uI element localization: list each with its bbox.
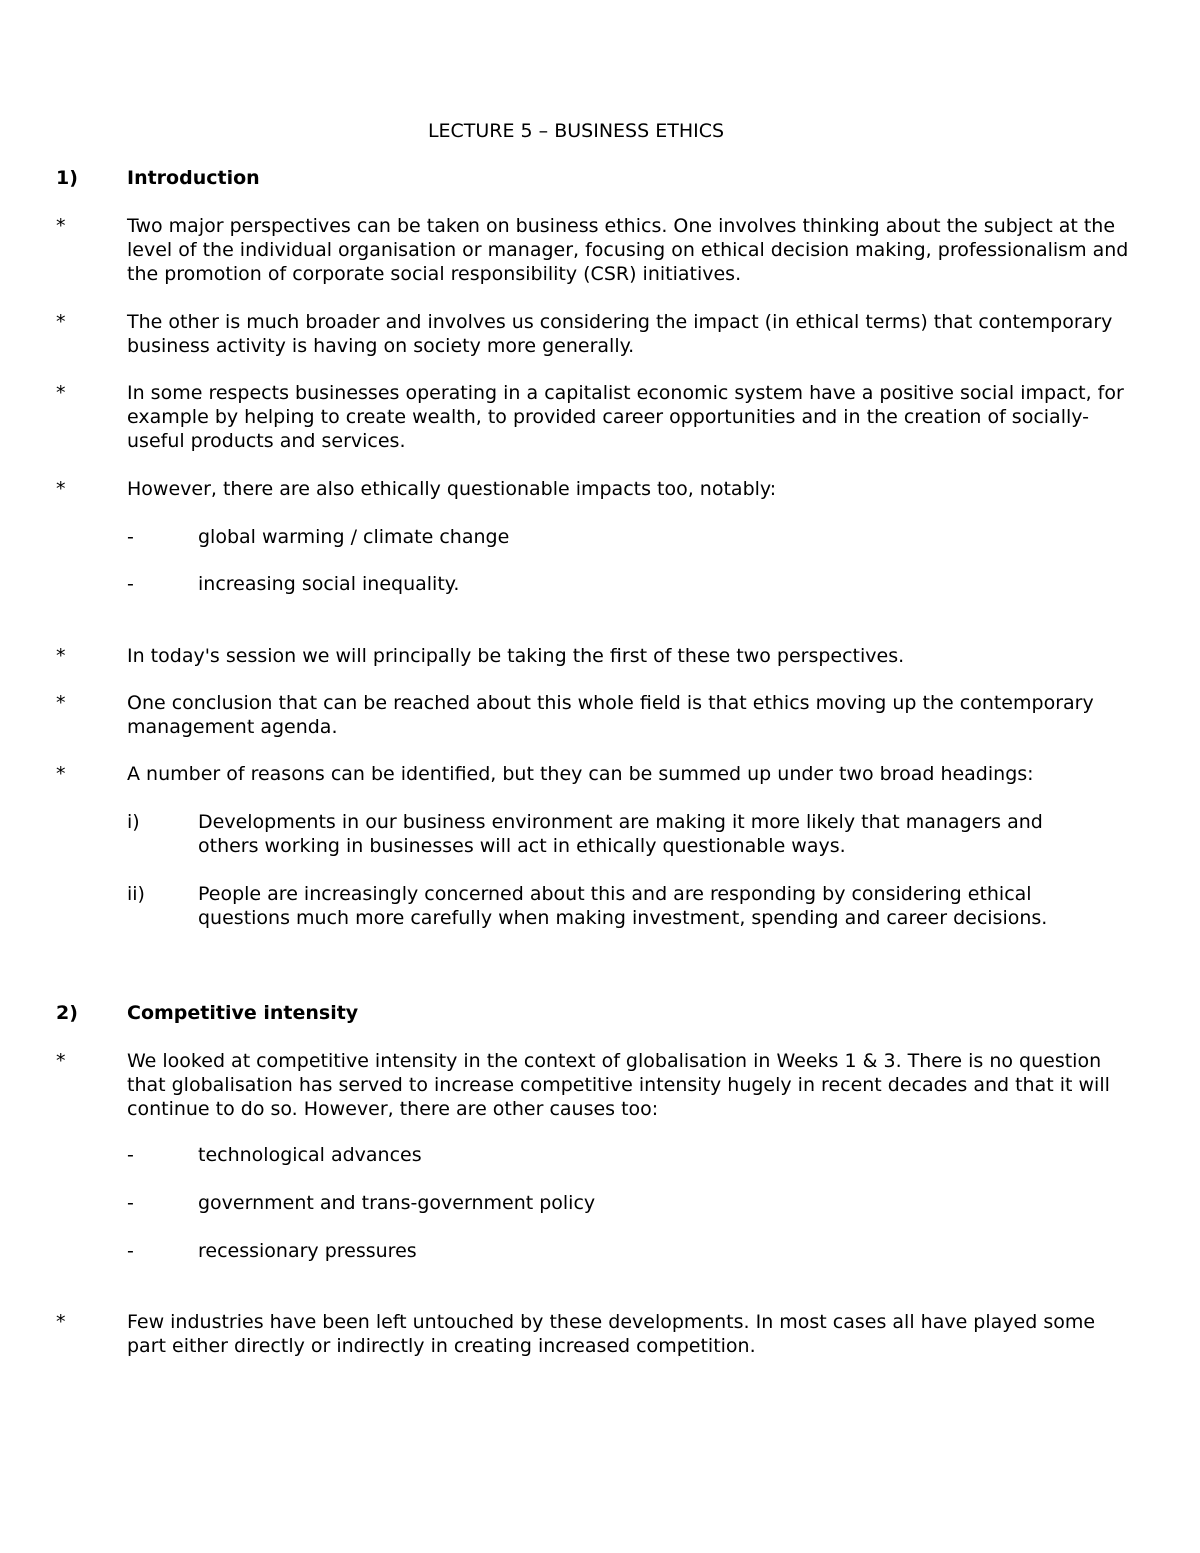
bullet-marker: * <box>56 645 66 667</box>
bullet-text: However, there are also ethically questionable impacts too, notably: <box>127 478 777 500</box>
dash-marker: - <box>127 573 134 595</box>
reason-text: People are increasingly concerned about this and are responding by considering ethical questions much more carefully when making investment, spending and career decisions. <box>198 883 1048 929</box>
reason-marker: ii) <box>127 883 145 905</box>
bullet-text: Few industries have been left untouched by these developments. In most cases all have played some part either directly or indirectly in creating increased competition. <box>127 1311 1096 1357</box>
dash-marker: - <box>127 1192 134 1214</box>
dash-text: technological advances <box>198 1144 422 1166</box>
section-number: 1) <box>56 167 78 189</box>
bullet-marker: * <box>56 382 66 404</box>
bullet-marker: * <box>56 1311 66 1333</box>
dash-marker: - <box>127 526 134 548</box>
dash-text: global warming / climate change <box>198 526 510 548</box>
dash-marker: - <box>127 1240 134 1262</box>
bullet-text: We looked at competitive intensity in the context of globalisation in Weeks 1 & 3. There is no question that globalisation has served to increase competitive intensity hugely in recent decades and that it will continue to do so. However, there are other causes too: <box>127 1050 1110 1120</box>
bullet-text: In today's session we will principally be taking the first of these two perspectives. <box>127 645 905 667</box>
dash-text: government and trans-government policy <box>198 1192 596 1214</box>
bullet-text: One conclusion that can be reached about this whole field is that ethics moving up the contemporary management agenda. <box>127 692 1094 738</box>
reason-text: Developments in our business environment are making it more likely that managers and others working in businesses will act in ethically questionable ways. <box>198 811 1043 857</box>
section-number: 2) <box>56 1002 78 1024</box>
dash-text: recessionary pressures <box>198 1240 417 1262</box>
bullet-text: A number of reasons can be identified, but they can be summed up under two broad headings: <box>127 763 1034 785</box>
bullet-marker: * <box>56 478 66 500</box>
bullet-marker: * <box>56 215 66 237</box>
page-title: LECTURE 5 – BUSINESS ETHICS <box>427 120 725 142</box>
section-title: Competitive intensity <box>127 1002 359 1024</box>
bullet-marker: * <box>56 1050 66 1072</box>
bullet-marker: * <box>56 763 66 785</box>
dash-marker: - <box>127 1144 134 1166</box>
bullet-marker: * <box>56 311 66 333</box>
reason-marker: i) <box>127 811 140 833</box>
bullet-text: Two major perspectives can be taken on business ethics. One involves thinking about the subject at the level of the individual organisation or manager, focusing on ethical decision making, professionalism and the promotion of corporate social responsibility (CSR) initiatives. <box>127 215 1129 285</box>
section-title: Introduction <box>127 167 260 189</box>
dash-text: increasing social inequality. <box>198 573 460 595</box>
bullet-text: In some respects businesses operating in a capitalist economic system have a positive social impact, for example by helping to create wealth, to provided career opportunities and in the creation of socially-useful products and services. <box>127 382 1124 452</box>
bullet-marker: * <box>56 692 66 714</box>
bullet-text: The other is much broader and involves us considering the impact (in ethical terms) that contemporary business activity is having on society more generally. <box>127 311 1113 357</box>
